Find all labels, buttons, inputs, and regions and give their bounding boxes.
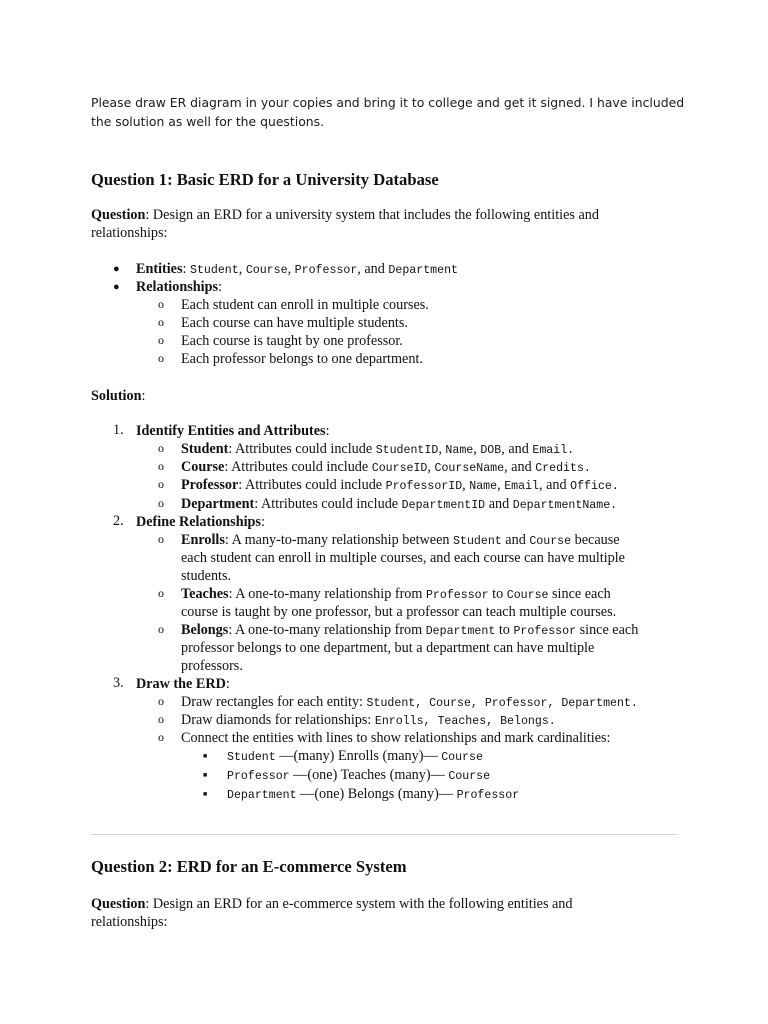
attr-item-professor: Professor: Attributes could include ProfessorID, Name, Email, and Office. <box>181 477 619 493</box>
circle-bullet-icon: o <box>158 441 164 455</box>
square-bullet-icon: ■ <box>203 771 208 779</box>
q2-question-text: : Design an ERD for an e-commerce system with the following entities and <box>145 896 573 912</box>
circle-bullet-icon: o <box>158 496 164 510</box>
square-bullet-icon: ■ <box>203 752 208 760</box>
question-2-heading: Question 2: ERD for an E-commerce System <box>91 857 407 876</box>
q1-question-line-1 <box>91 206 599 224</box>
q1-question-label: Question <box>91 207 146 223</box>
entity-course: Course <box>245 264 288 277</box>
circle-bullet-icon: o <box>158 351 164 365</box>
q1-question-text: : Design an ERD for a university system that includes the following entities and <box>145 207 599 223</box>
teaches-line-1: Teaches: A one-to-many relationship from Professor to Course since each <box>181 586 611 602</box>
circle-bullet-icon: o <box>158 459 164 473</box>
entity-department: Department <box>388 264 458 277</box>
intro-line-1: Please draw ER diagram in your copies and bring it to college and get it signed. I have included <box>91 95 685 110</box>
q2-question-label: Question <box>91 896 146 912</box>
attr-item-course: Course: Attributes could include CourseID, CourseName, and Credits. <box>181 459 591 475</box>
cardinality-item: Student —(many) Enrolls (many)— Course <box>227 748 483 764</box>
bullet-icon: ● <box>113 281 120 293</box>
circle-bullet-icon: o <box>158 622 164 636</box>
solution-heading: Solution: <box>91 388 146 404</box>
circle-bullet-icon: o <box>158 694 164 708</box>
entity-professor: Professor <box>294 264 358 277</box>
step-3-title: Draw the ERD: <box>136 676 230 692</box>
q2-question-line-1 <box>91 895 573 913</box>
enrolls-line-1: Enrolls: A many-to-many relationship between Student and Course because <box>181 532 620 548</box>
attr-item-student: Student: Attributes could include StudentID, Name, DOB, and Email. <box>181 441 575 457</box>
connect-entities-line: Connect the entities with lines to show relationships and mark cardinalities: <box>181 730 611 746</box>
circle-bullet-icon: o <box>158 477 164 491</box>
circle-bullet-icon: o <box>158 333 164 347</box>
intro-line-2: the solution as well for the questions. <box>91 114 325 129</box>
step-2-title: Define Relationships: <box>136 514 265 530</box>
belongs-line-3: professors. <box>181 658 243 674</box>
q1-question-line-2: relationships: <box>91 225 168 241</box>
circle-bullet-icon: o <box>158 315 164 329</box>
circle-bullet-icon: o <box>158 712 164 726</box>
entities-label: Entities <box>136 261 183 277</box>
circle-bullet-icon: o <box>158 586 164 600</box>
intro-paragraph <box>91 93 691 131</box>
circle-bullet-icon: o <box>158 297 164 311</box>
q1-entities-line: Entities: Student, Course, Professor, and Department <box>136 261 458 277</box>
draw-diamonds-line: Draw diamonds for relationships: Enrolls, Teaches, Belongs. <box>181 712 556 728</box>
relationship-item: Each professor belongs to one department. <box>181 351 423 367</box>
relationship-item: Each course can have multiple students. <box>181 315 408 331</box>
belongs-line-1: Belongs: A one-to-many relationship from Department to Professor since each <box>181 622 639 638</box>
circle-bullet-icon: o <box>158 730 164 744</box>
cardinality-item: Department —(one) Belongs (many)— Professor <box>227 786 520 802</box>
cardinality-item: Professor —(one) Teaches (many)— Course <box>227 767 491 783</box>
draw-rectangles-line: Draw rectangles for each entity: Student, Course, Professor, Department. <box>181 694 638 710</box>
circle-bullet-icon: o <box>158 532 164 546</box>
attr-item-department: Department: Attributes could include DepartmentID and DepartmentName. <box>181 496 618 512</box>
enrolls-line-2: each student can enroll in multiple courses, and each course can have multiple <box>181 550 625 566</box>
q2-question-line-2: relationships: <box>91 914 168 930</box>
relationships-label: Relationships <box>136 279 218 295</box>
relationship-item: Each student can enroll in multiple courses. <box>181 297 429 313</box>
bullet-icon: ● <box>113 263 120 275</box>
square-bullet-icon: ■ <box>203 790 208 798</box>
step-number: 2. <box>113 513 124 529</box>
step-1-title: Identify Entities and Attributes: <box>136 423 330 439</box>
belongs-line-2: professor belongs to one department, but a department can have multiple <box>181 640 595 656</box>
step-number: 3. <box>113 675 124 691</box>
q1-relationships-line: Relationships: <box>136 279 222 295</box>
section-divider <box>91 834 678 835</box>
relationship-item: Each course is taught by one professor. <box>181 333 403 349</box>
enrolls-line-3: students. <box>181 568 232 584</box>
teaches-line-2: course is taught by one professor, but a professor can teach multiple courses. <box>181 604 617 620</box>
question-1-heading: Question 1: Basic ERD for a University Database <box>91 170 439 189</box>
step-number: 1. <box>113 422 124 438</box>
solution-label: Solution <box>91 388 142 404</box>
entity-student: Student <box>190 264 239 277</box>
